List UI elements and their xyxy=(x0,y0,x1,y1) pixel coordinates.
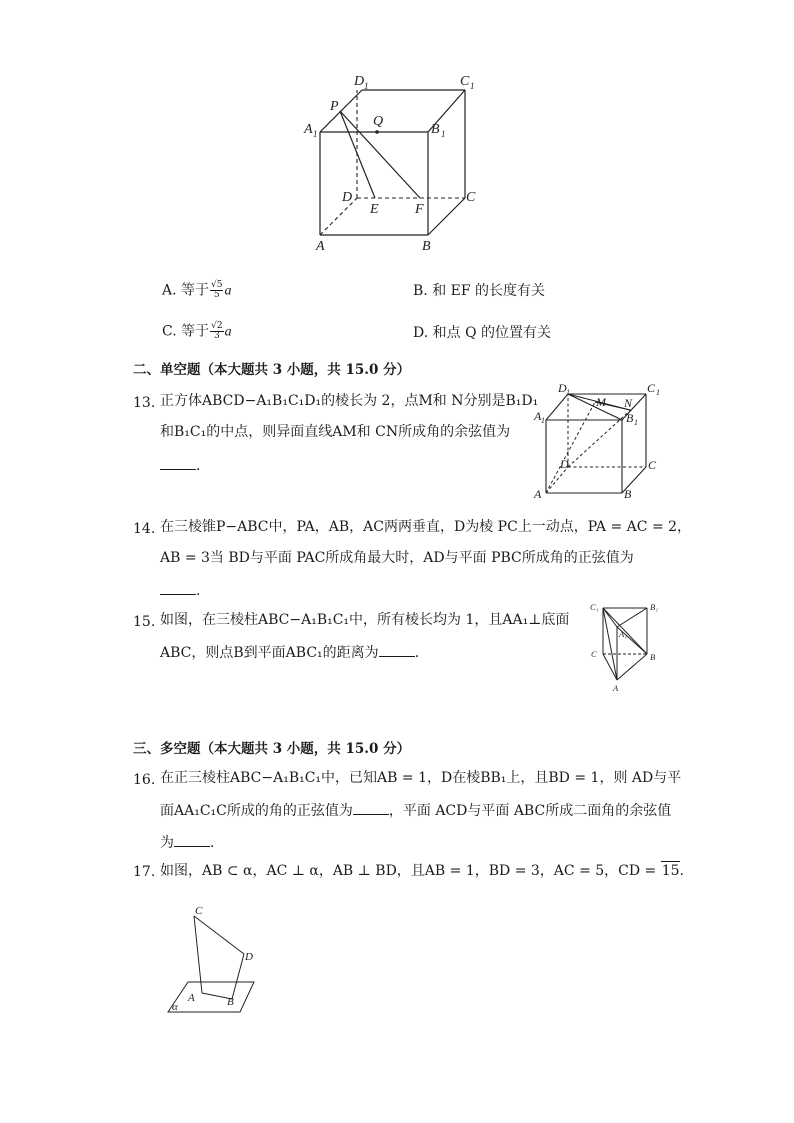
q12-label-d: D xyxy=(342,190,353,205)
q12-label-d1: D xyxy=(354,74,365,89)
section2-title: 二、单空题（本大题共 3 小题，共 15.0 分） xyxy=(133,362,411,378)
q16-line1: 在正三棱柱ABC−A₁B₁C₁中，已知AB = 1，D在棱BB₁上，且BD = 1，则 AD与平 xyxy=(160,770,682,786)
q14-answer-line[interactable]: . xyxy=(160,580,200,600)
q16-blank-1[interactable] xyxy=(353,800,389,815)
q12-label-b1: B xyxy=(431,122,440,137)
q12-label-a: A xyxy=(316,239,325,254)
q15-prism-figure xyxy=(585,598,670,694)
q12-label-p: P xyxy=(330,99,339,114)
q13-label-c1: C xyxy=(647,381,656,395)
q16-line3: 为 . xyxy=(160,832,214,852)
svg-text:1: 1 xyxy=(566,388,570,397)
q16-line2: 面AA₁C₁C所成的角的正弦值为 ，平面 ACD与平面 ABC所成二面角的余弦值 xyxy=(160,800,671,820)
q13-number: 13. xyxy=(133,395,156,411)
q12-label-e: E xyxy=(370,202,379,217)
q13-label-d: D xyxy=(560,457,569,471)
q17-label-c: C xyxy=(195,905,203,917)
q15-blank[interactable] xyxy=(379,642,415,657)
q13-blank[interactable] xyxy=(160,455,196,470)
q13-label-n: N xyxy=(624,396,633,410)
q13-label-d1: D xyxy=(558,381,567,395)
q15-label-c: C xyxy=(591,649,597,659)
svg-text:1: 1 xyxy=(364,81,369,91)
svg-text:1: 1 xyxy=(441,129,446,139)
q17-label-d: D xyxy=(245,951,253,963)
q13-cube-figure xyxy=(530,380,670,505)
q14-line2: AB = 3当 BD与平面 PAC所成角最大时，AD与平面 PBC所成角的正弦值为 xyxy=(160,550,634,566)
q13-label-a1: A xyxy=(534,409,542,423)
q13-label-b: B xyxy=(624,487,632,501)
q14-line1: 在三棱锥P−ABC中，PA，AB，AC两两垂直，D为棱 PC上一动点，PA = AC = 2， xyxy=(160,519,692,535)
q17-number: 17. xyxy=(133,864,156,880)
q13-answer-line[interactable]: . xyxy=(160,455,200,475)
q12-label-q: Q xyxy=(373,114,384,129)
svg-text:1: 1 xyxy=(470,81,475,91)
q17-label-b: B xyxy=(227,996,234,1008)
q13-line2: 和B₁C₁的中点，则异面直线AM和 CN所成角的余弦值为 xyxy=(160,424,511,440)
q15-label-c1: C₁ xyxy=(590,602,599,612)
q12-option-b[interactable]: B. 和 EF 的长度有关 xyxy=(413,283,546,299)
svg-text:1: 1 xyxy=(541,416,545,425)
q17-label-alpha: α xyxy=(172,1001,178,1013)
svg-text:1: 1 xyxy=(634,418,638,427)
q15-line1: 如图，在三棱柱ABC−A₁B₁C₁中，所有棱长均为 1，且AA₁⊥底面 xyxy=(160,612,570,628)
q16-number: 16. xyxy=(133,772,156,788)
q12-option-c[interactable]: C. 等于 $\frac{√2}{3}$ a xyxy=(162,321,232,341)
q17-label-a: A xyxy=(188,992,195,1004)
q13-label-a: A xyxy=(534,487,542,501)
q17-line1: 如图，AB ⊂ α，AC ⊥ α，AB ⊥ BD，且AB = 1，BD = 3，AC = 5，CD = 15. xyxy=(160,863,684,879)
q12-label-c1: C xyxy=(460,74,470,89)
q15-label-a1: A₁ xyxy=(619,629,628,639)
q12-option-d[interactable]: D. 和点 Q 的位置有关 xyxy=(413,325,552,341)
q13-label-c: C xyxy=(648,458,657,472)
q17-plane-figure xyxy=(160,895,265,1020)
q13-line1: 正方体ABCD−A₁B₁C₁D₁的棱长为 2，点M和 N分别是B₁D₁ xyxy=(160,393,539,409)
q12-label-a1: A xyxy=(304,122,313,137)
q15-label-b1: B₁ xyxy=(650,602,659,612)
q14-number: 14. xyxy=(133,521,156,537)
q12-option-a[interactable]: A. 等于 $\frac{√5}{5}$ a xyxy=(162,280,232,300)
q15-line2: ABC，则点B到平面ABC₁的距离为 . xyxy=(160,642,419,662)
q15-label-b: B xyxy=(650,652,656,662)
q12-cube-figure xyxy=(300,70,490,255)
q13-label-b1: B xyxy=(626,411,634,425)
q13-label-m: M xyxy=(596,395,606,409)
q12-label-c: C xyxy=(466,190,476,205)
q14-blank[interactable] xyxy=(160,580,196,595)
q17-sqrt: 15 xyxy=(661,863,680,879)
svg-text:1: 1 xyxy=(313,129,318,139)
svg-text:1: 1 xyxy=(656,388,660,397)
q15-number: 15. xyxy=(133,614,156,630)
q12-label-f: F xyxy=(415,202,424,217)
section3-title: 三、多空题（本大题共 3 小题，共 15.0 分） xyxy=(133,741,411,757)
q16-blank-2[interactable] xyxy=(174,832,210,847)
q15-label-a: A xyxy=(613,683,619,693)
q12-label-b: B xyxy=(422,239,431,254)
